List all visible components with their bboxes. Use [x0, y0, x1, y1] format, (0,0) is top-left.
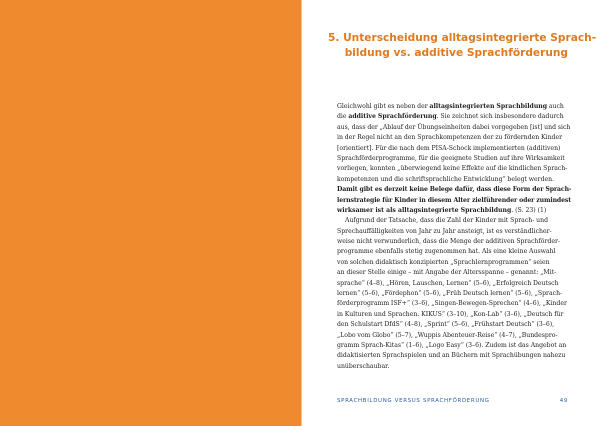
bold-text-run: lernstrategie für Kinder in diesem Alter zielführender oder zumindest — [337, 196, 571, 204]
paragraph-1-line — [337, 102, 572, 112]
paragraph-2-line: unüberschaubar. — [337, 362, 390, 370]
page-gutter — [301, 0, 302, 426]
body-text — [337, 102, 572, 372]
paragraph-2-line: programme ebenfalls stetig zugenommen hat. Als eine kleine Auswahl — [337, 248, 556, 256]
paragraph-2-line: sprache“ (4–8), „Hören, Lauschen, Lernen“ (5–6), „Erfolgreich Deutsch — [337, 279, 559, 287]
paragraph-2-line: von solchen didaktisch konzipierten „Sprachlernprogrammen“ seien — [337, 258, 550, 266]
text-run: Gleichwohl gibt es neben der — [337, 103, 430, 110]
text-run: [orientiert]. Für die nach dem PISA-Schock implementierten (additiven) — [337, 144, 561, 152]
chapter-title-line-1: 5. Unterscheidung alltagsintegrierte Sprach- — [328, 32, 597, 44]
paragraph-2-line: Sprechauffälligkeiten von Jahr zu Jahr ansteigt, ist es verständlicher- — [337, 227, 552, 235]
text-run: auch — [547, 103, 564, 110]
paragraph-1-line — [337, 175, 572, 185]
paragraph-1-line — [337, 133, 572, 143]
paragraph-1-line — [337, 123, 572, 133]
paragraph-2-line: didaktisierten Sprachspielen und an Büchern mit Sprachübungen nahezu — [337, 352, 566, 360]
bold-text-run: additive Sprachförderung — [348, 113, 437, 121]
running-footer-section: SPRACHBILDUNG VERSUS SPRACHFÖRDERUNG — [337, 398, 490, 404]
chapter-title — [328, 31, 597, 61]
paragraph-2-line: gramm Sprach-Kitas“ (1–6), „Logo Easy“ (3–6). Zudem ist das Angebot an — [337, 341, 567, 349]
text-run: die — [337, 113, 349, 121]
paragraph-1-line — [337, 144, 572, 154]
paragraph-2-line: förderprogramm ISF+“ (3–6), „Singen-Bewegen-Sprechen“ (4–6), „Kinder — [337, 300, 567, 308]
paragraph-1 — [337, 102, 572, 216]
page-footer — [337, 398, 568, 408]
paragraph-1-line — [337, 185, 572, 195]
text-run: . (S. 23) (1) — [511, 206, 547, 214]
paragraph-1-line — [337, 206, 572, 216]
paragraph-1-line — [337, 112, 572, 122]
text-run: kompetenzen und die schriftsprachliche Entwicklung“ belegt werden. — [337, 175, 555, 183]
paragraph-2-line: „Lobo vom Globo“ (5–7), „Wuppis Abenteuer-Reise“ (4–7), „Bundespro- — [337, 331, 558, 339]
text-run: . Sie zeichnet sich insbesondere dadurch — [436, 113, 564, 121]
paragraph-2 — [337, 216, 572, 372]
paragraph-1-line — [337, 196, 572, 206]
page-number: 49 — [559, 398, 568, 404]
paragraph-1-line — [337, 154, 572, 164]
text-run: in der Regel nicht an den Sprachkompetenzen der zu fördernden Kinder — [337, 134, 563, 142]
bold-text-run: Damit gibt es derzeit keine Belege dafür, dass diese Form der Sprach- — [337, 186, 572, 194]
chapter-title-line-2: bildung vs. additive Sprachförderung — [344, 47, 568, 59]
paragraph-2-line: Aufgrund der Tatsache, dass die Zahl der Kinder mit Sprach- und — [345, 217, 549, 225]
paragraph-2-line: an dieser Stelle einige – mit Angabe der Altersspanne – genannt: „Mit- — [337, 269, 557, 277]
text-run: vorliegen, konnten „überwiegend keine Effekte auf die kindlichen Sprach- — [337, 165, 568, 173]
paragraph-2-line: den Schulstart DfdS“ (4–8), „Sprint“ (5–6), „Frühstart Deutsch“ (3–6), — [337, 321, 555, 329]
paragraph-2-line: lernen“ (5–6), „Fördephon“ (5–6), „Früh Deutsch lernen“ (5–6), „Sprach- — [337, 290, 563, 298]
bold-text-run: wirksamer ist als alltagsintegrierte Sprachbildung — [337, 206, 512, 214]
paragraph-2-line: in Kulturen und Sprachen. KIKUS“ (3–10), „Kon-Lab“ (3–6), „Deutsch für — [337, 310, 564, 318]
paragraph-2-line: weise nicht verwunderlich, dass die Menge der additiven Sprachförder- — [337, 238, 560, 246]
paragraph-1-line — [337, 164, 572, 174]
bold-text-run: alltagsintegrierten Sprachbildung — [429, 103, 548, 110]
text-run: aus, dass der „Ablauf der Übungseinheiten dabei vorgegeben [ist] und sich — [337, 123, 571, 131]
text-run: Sprachförderprogramme, für die geeignete Studien auf ihre Wirksamkeit — [337, 154, 565, 162]
